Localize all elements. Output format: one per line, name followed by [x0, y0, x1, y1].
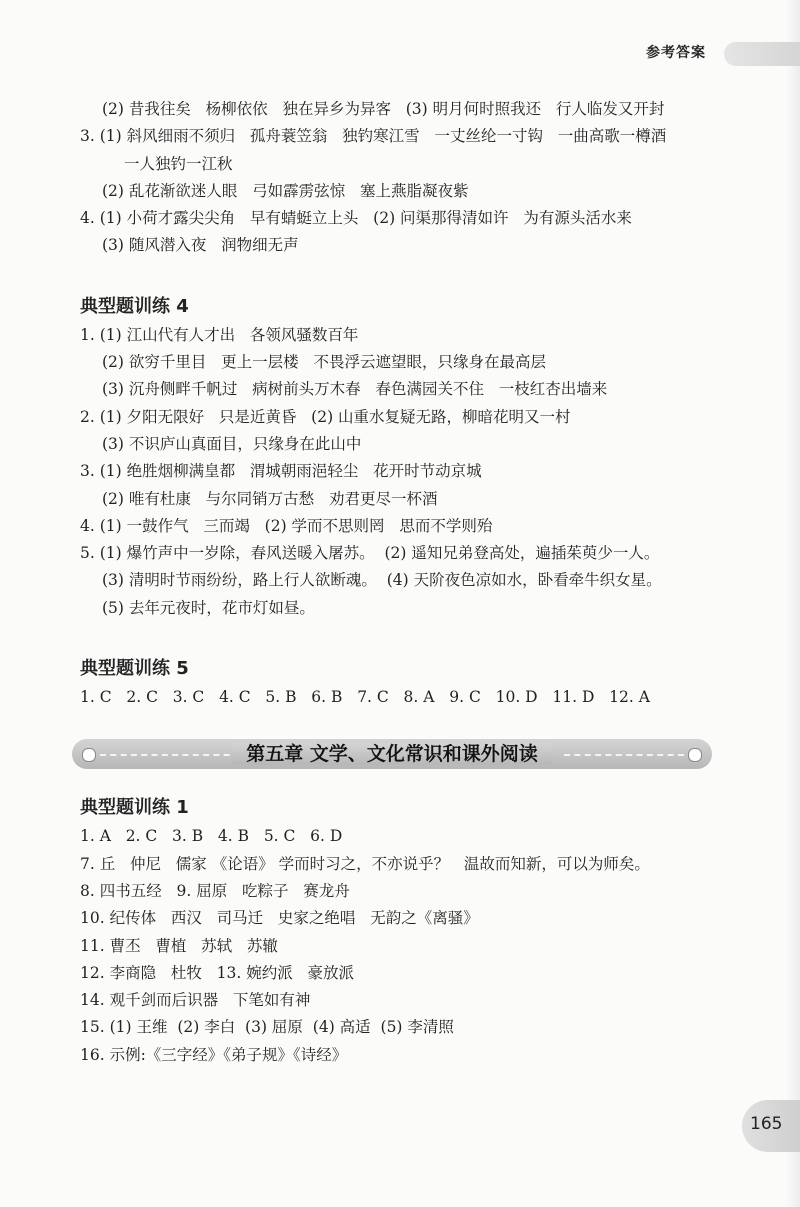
section-4-line: 3. (1) 绝胜烟柳满皇都 渭城朝雨浥轻尘 花开时节动京城	[80, 462, 482, 481]
section-4-line: (3) 不识庐山真面目，只缘身在此山中	[102, 434, 362, 453]
chapter5-section-1-line: 16. 示例:《三字经》《弟子规》《诗经》	[80, 1045, 348, 1064]
chapter5-section-1-line: 7. 丘 仲尼 儒家 《论语》 学而时习之，不亦说乎？ 温故而知新，可以为师矣。	[80, 854, 650, 873]
answer-line: (2) 昔我往矣 杨柳依依 独在异乡为异客 (3) 明月何时照我还 行人临发又开封	[102, 100, 665, 118]
answer-content	[80, 96, 760, 1069]
header-label: 参考答案	[646, 45, 706, 61]
section-4-line: 1. (1) 江山代有人才出 各领风骚数百年	[80, 325, 359, 344]
section-4-line: (3) 沉舟侧畔千帆过 病树前头万木春 春色满园关不住 一枝红杏出墙来	[102, 380, 608, 399]
page-edge-shading	[786, 0, 800, 1207]
answer-line: (2) 乱花渐欲迷人眼 弓如霹雳弦惊 塞上燕脂凝夜紫	[102, 181, 469, 200]
answer-line: 一人独钓一江秋	[124, 154, 233, 173]
answer-line: (3) 随风潜入夜 润物细无声	[102, 236, 299, 255]
chapter5-section-1-line: 10. 纪传体 西汉 司马迁 史家之绝唱 无韵之《离骚》	[80, 909, 479, 928]
header-tab	[646, 40, 800, 68]
section-4-line: (3) 清明时节雨纷纷，路上行人欲断魂。 (4) 天阶夜色凉如水，卧看牵牛织女星。	[102, 571, 662, 590]
chapter5-section-1-line: 11. 曹丕 曹植 苏轼 苏辙	[80, 936, 278, 955]
section-5-line: 1. C 2. C 3. C 4. C 5. B 6. B 7. C 8. A 9. C 10. D 11. D 12. A	[80, 688, 650, 707]
chapter5-section-1-line: 15. (1) 王维 (2) 李白 (3) 屈原 (4) 高适 (5) 李清照	[80, 1018, 454, 1037]
section-4-line: (2) 唯有杜康 与尔同销万古愁 劝君更尽一杯酒	[102, 489, 438, 508]
page-number-tab	[742, 1100, 800, 1152]
section-4-line: (2) 欲穷千里目 更上一层楼 不畏浮云遮望眼，只缘身在最高层	[102, 353, 546, 372]
section-5-lines	[80, 684, 760, 711]
top-answer-block	[80, 96, 760, 260]
chapter5-section-1-line: 8. 四书五经 9. 屈原 吃粽子 赛龙舟	[80, 881, 350, 900]
section-4-line: 5. (1) 爆竹声中一岁除，春风送暖入屠苏。 (2) 遥知兄弟登高处，遍插茱萸少一人。	[80, 544, 660, 563]
section-4-line: 2. (1) 夕阳无限好 只是近黄昏 (2) 山重水复疑无路，柳暗花明又一村	[80, 407, 571, 426]
section-4-line: (5) 去年元夜时，花市灯如昼。	[102, 598, 315, 617]
header-tab-shape	[724, 42, 800, 66]
answer-line: 3. (1) 斜风细雨不须归 孤舟蓑笠翁 独钓寒江雪 一丈丝纶一寸钩 一曲高歌一樽酒	[80, 127, 667, 146]
page-number: 165	[750, 1114, 783, 1134]
chapter5-section-1-line: 14. 观千剑而后识器 下笔如有神	[80, 991, 311, 1010]
section-title-5: 典型题训练 5	[80, 658, 189, 680]
chapter5-section-1-line: 12. 李商隐 杜牧 13. 婉约派 豪放派	[80, 963, 354, 982]
section-4-line: 4. (1) 一鼓作气 三而竭 (2) 学而不思则罔 思而不学则殆	[80, 516, 493, 535]
section-title-ch5-1: 典型题训练 1	[80, 797, 189, 819]
section-title-4: 典型题训练 4	[80, 295, 189, 317]
chapter-title: 第五章 文学、文化常识和课外阅读	[232, 743, 552, 765]
section-4-lines	[80, 322, 760, 622]
chapter5-section-1-lines	[80, 823, 760, 1069]
answer-line: 4. (1) 小荷才露尖尖角 早有蜻蜓立上头 (2) 问渠那得清如许 为有源头活水来	[80, 209, 632, 228]
chapter5-section-1-line: 1. A 2. C 3. B 4. B 5. C 6. D	[80, 827, 343, 846]
chapter-banner	[72, 739, 712, 769]
